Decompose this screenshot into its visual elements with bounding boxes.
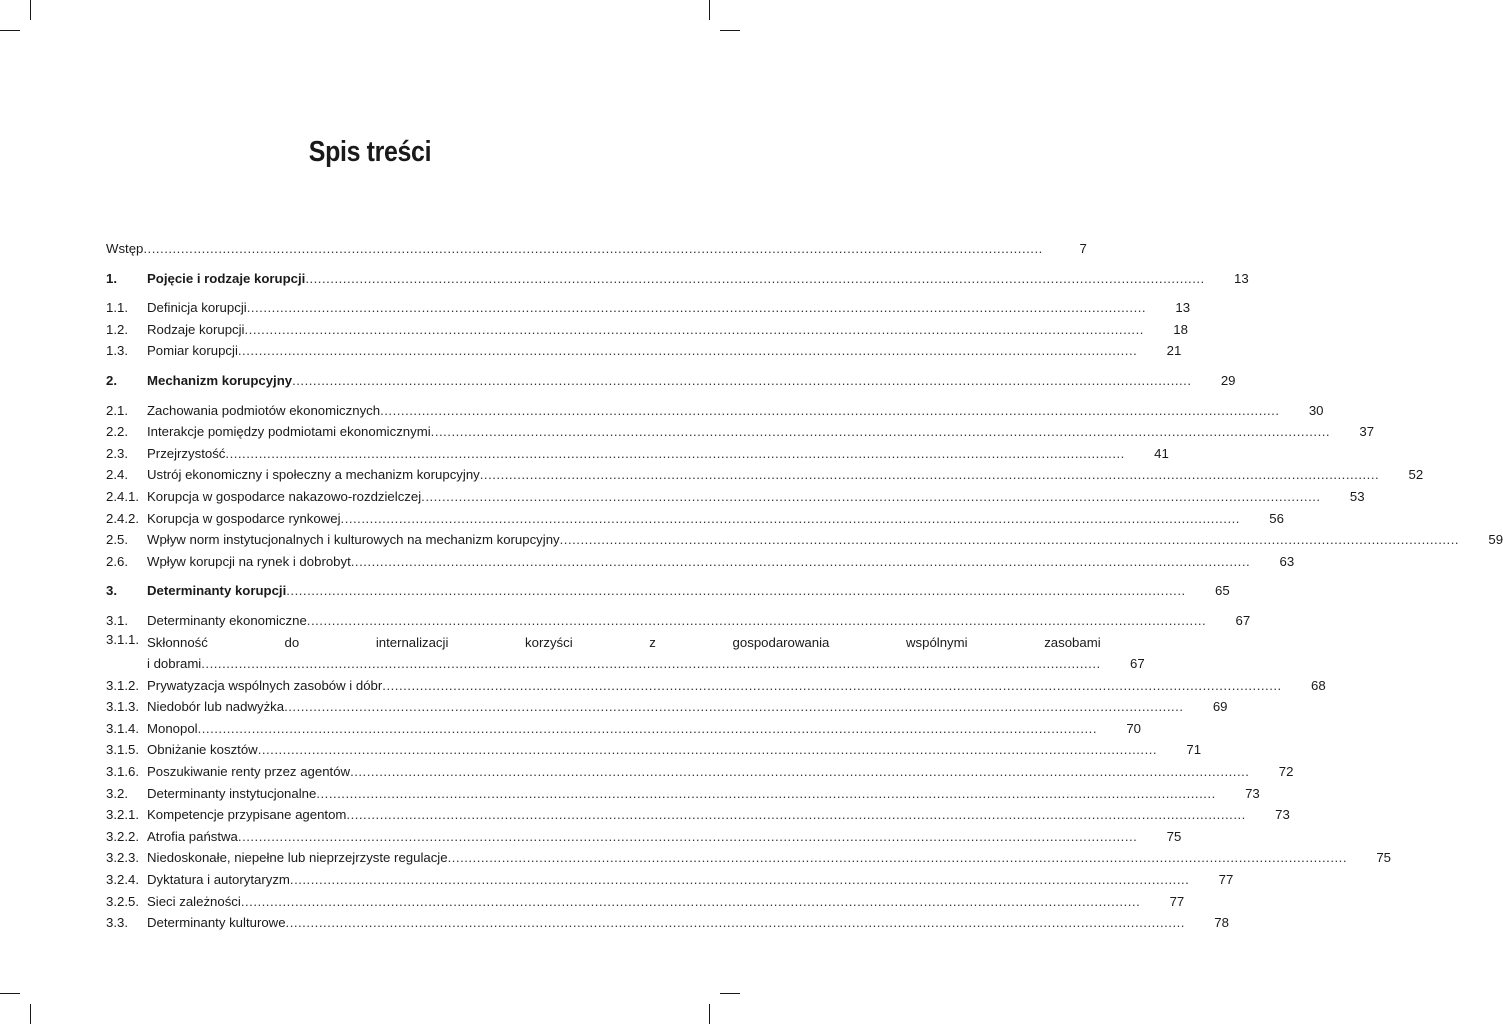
entry-title-wrap — [147, 826, 1137, 848]
crop-mark — [0, 993, 20, 994]
dot-leader — [245, 319, 1144, 341]
entry-page: 71 — [1186, 742, 1202, 758]
dot-leader — [292, 370, 1191, 392]
entry-title: Determinanty kulturowe — [147, 915, 286, 931]
entry-title-wrap — [147, 761, 1249, 783]
crop-mark — [720, 993, 740, 994]
entry-title: Niedoskonałe, niepełne lub nieprzejrzyste regulacje — [147, 850, 448, 866]
dot-leader — [316, 783, 1215, 805]
entry-page: 70 — [1126, 720, 1141, 736]
entry-number: 2.3. — [106, 445, 128, 461]
entry-title: Prywatyzacja wspólnych zasobów i dóbr — [147, 677, 383, 693]
dot-leader — [258, 739, 1157, 761]
entry-number: 3. — [106, 583, 117, 599]
entry-title: Definicja korupcji — [147, 300, 247, 316]
entry-title: Kompetencje przypisane agentom — [147, 807, 347, 823]
toc-entry — [106, 783, 1260, 805]
dot-leader — [351, 551, 1250, 573]
toc-entry — [106, 486, 1365, 508]
entry-page: 56 — [1269, 510, 1284, 526]
section-gap — [106, 572, 634, 580]
entry-page: 59 — [1488, 532, 1503, 548]
entry-title: Pojęcie i rodzaje korupcji — [147, 270, 306, 286]
entry-title-wrap — [147, 508, 1240, 530]
toc-entry — [106, 804, 1290, 826]
toc-entry — [106, 297, 1191, 319]
entry-title-wrap — [147, 268, 1205, 290]
entry-page: 67 — [1129, 656, 1145, 672]
entry-title: Rodzaje korupcji — [147, 321, 245, 337]
entry-title-wrap — [147, 718, 1097, 740]
entry-page: 13 — [1175, 300, 1191, 316]
toc-chapter — [106, 580, 1230, 602]
entry-number: 3.1.6. — [106, 764, 139, 780]
entry-title-wrap — [147, 739, 1157, 761]
entry-title-wrap — [147, 610, 1206, 632]
dot-leader — [286, 580, 1185, 602]
dot-leader — [341, 508, 1240, 530]
crop-mark — [720, 30, 740, 31]
dot-leader — [238, 826, 1137, 848]
entry-page: 13 — [1234, 270, 1249, 286]
entry-title: Determinanty instytucjonalne — [147, 785, 317, 801]
dot-leader — [284, 696, 1183, 718]
entry-title: Poszukiwanie renty przez agentów — [147, 764, 351, 780]
entry-page: 41 — [1154, 445, 1169, 461]
entry-title-wrap — [147, 696, 1184, 718]
entry-title: Skłonność do internalizacji korzyści z gospodarowania wspólnymi zasobami — [147, 634, 1101, 650]
entry-page: 63 — [1279, 553, 1295, 569]
toc-chapter — [106, 370, 1236, 392]
entry-title-wrap — [147, 912, 1185, 934]
entry-number: 3.2.2. — [106, 828, 139, 844]
entry-page: 30 — [1308, 402, 1324, 418]
entry-number: 2. — [106, 372, 117, 388]
entry-title-wrap — [147, 400, 1280, 422]
toc-entry — [106, 610, 1251, 632]
toc-chapter — [106, 268, 1249, 290]
dot-leader — [350, 761, 1249, 783]
entry-title-wrap — [147, 421, 1330, 443]
entry-number: 3.1. — [106, 612, 128, 628]
entry-number: 3.1.5. — [106, 742, 139, 758]
dot-leader — [241, 891, 1140, 913]
dot-leader — [305, 268, 1204, 290]
entry-title-wrap — [147, 783, 1216, 805]
dot-leader — [346, 804, 1245, 826]
crop-mark — [30, 1004, 31, 1024]
entry-title-wrap — [106, 238, 1043, 260]
entry-number: 3.1.4. — [106, 720, 139, 736]
toc-entry — [106, 551, 1295, 573]
entry-title-wrap — [147, 297, 1146, 319]
table-of-contents — [106, 238, 1503, 934]
dot-leader — [431, 421, 1330, 443]
entry-number: 3.2.1. — [106, 807, 139, 823]
crop-mark — [709, 1004, 710, 1024]
entry-number: 3.1.2. — [106, 677, 139, 693]
entry-number: 1.1. — [106, 300, 128, 316]
entry-title: Wstęp — [106, 241, 144, 256]
entry-title: Obniżanie kosztów — [147, 742, 258, 758]
entry-title-wrap — [147, 319, 1144, 341]
entry-page: 77 — [1169, 893, 1185, 909]
dot-leader — [307, 610, 1206, 632]
entry-title: Determinanty korupcji — [147, 583, 287, 599]
entry-page: 67 — [1235, 612, 1251, 628]
entry-number: 3.2.4. — [106, 872, 139, 888]
dot-leader — [247, 297, 1146, 319]
dot-leader — [382, 675, 1281, 697]
section-gap — [106, 602, 634, 610]
entry-number: 3.3. — [106, 915, 128, 931]
dot-leader — [238, 340, 1137, 362]
entry-number: 2.1. — [106, 402, 128, 418]
entry-page: 29 — [1220, 372, 1236, 388]
entry-page: 65 — [1214, 583, 1230, 599]
entry-page: 75 — [1376, 850, 1391, 866]
entry-title-wrap — [147, 869, 1189, 891]
entry-title: Korupcja w gospodarce rynkowej — [147, 510, 341, 526]
toc-entry — [106, 912, 1229, 934]
entry-title-wrap — [147, 653, 1101, 675]
entry-title-wrap — [147, 340, 1137, 362]
toc-entry — [106, 675, 1326, 697]
section-gap — [106, 289, 634, 297]
dot-leader — [560, 529, 1459, 551]
entry-title-wrap — [147, 464, 1379, 486]
page-title: Spis treści — [308, 136, 432, 168]
entry-title-wrap — [147, 804, 1246, 826]
entry-title: Sieci zależności — [147, 893, 241, 909]
entry-body — [147, 632, 1145, 675]
entry-title: Mechanizm korupcyjny — [147, 372, 293, 388]
entry-title-wrap — [147, 370, 1192, 392]
toc-entry — [106, 761, 1294, 783]
entry-title: Determinanty ekonomiczne — [147, 612, 307, 628]
toc-entry — [106, 696, 1228, 718]
entry-number: 2.4. — [106, 467, 128, 483]
entry-number: 3.2.3. — [106, 850, 139, 866]
entry-title-wrap — [147, 891, 1140, 913]
dot-leader — [143, 238, 1042, 260]
entry-number: 1.3. — [106, 343, 128, 359]
entry-page: 78 — [1214, 915, 1229, 931]
dot-leader — [480, 464, 1379, 486]
entry-title: Interakcje pomiędzy podmiotami ekonomicznymi — [147, 424, 431, 440]
toc-entry — [106, 826, 1182, 848]
dot-leader — [290, 869, 1189, 891]
toc-entry — [106, 529, 1503, 551]
toc-entry — [106, 739, 1202, 761]
dot-leader — [448, 847, 1347, 869]
entry-page: 73 — [1275, 807, 1290, 823]
toc-entry — [106, 869, 1234, 891]
entry-number: 2.4.2. — [106, 510, 139, 526]
entry-title-wrap — [147, 847, 1347, 869]
entry-page: 21 — [1166, 343, 1182, 359]
entry-number: 3.2. — [106, 785, 128, 801]
toc-entry — [106, 508, 1284, 530]
toc-entry — [106, 718, 1141, 740]
entry-line — [147, 653, 1145, 675]
toc-entry — [106, 340, 1182, 362]
entry-number: 3.1.3. — [106, 699, 139, 715]
dot-leader — [198, 718, 1097, 740]
entry-page: 69 — [1212, 699, 1228, 715]
entry-page: 73 — [1245, 785, 1260, 801]
crop-mark — [709, 0, 710, 20]
toc-entry — [106, 319, 1188, 341]
entry-number: 2.6. — [106, 553, 128, 569]
entry-number: 3.1.1. — [106, 631, 139, 647]
entry-title: Wpływ korupcji na rynek i dobrobyt — [147, 553, 351, 569]
entry-title: Dyktatura i autorytaryzm — [147, 872, 290, 888]
entry-title: Korupcja w gospodarce nakazowo-rozdzielczej — [147, 488, 422, 504]
entry-title-wrap — [147, 486, 1321, 508]
toc-entry — [106, 464, 1424, 486]
entry-title: Atrofia państwa — [147, 828, 238, 844]
dot-leader — [201, 653, 1100, 675]
entry-number: 2.5. — [106, 532, 128, 548]
dot-leader — [421, 486, 1320, 508]
entry-number: 2.4.1. — [106, 488, 139, 504]
entry-page: 77 — [1218, 872, 1234, 888]
crop-mark — [0, 30, 20, 31]
entry-number: 3.2.5. — [106, 893, 139, 909]
entry-page: 37 — [1359, 424, 1375, 440]
toc-entry — [106, 891, 1185, 913]
toc-entry — [106, 443, 1169, 465]
entry-title: Monopol — [147, 720, 198, 736]
entry-page: 7 — [1079, 241, 1087, 256]
entry-page: 68 — [1311, 677, 1326, 693]
toc-entry — [106, 847, 1391, 869]
toc-entry — [106, 631, 1145, 675]
section-gap — [106, 362, 634, 370]
entry-page: 53 — [1349, 488, 1365, 504]
dot-leader — [225, 443, 1124, 465]
toc-entry — [106, 421, 1375, 443]
dot-leader — [286, 912, 1185, 934]
entry-page: 72 — [1278, 764, 1294, 780]
entry-title-wrap — [147, 443, 1125, 465]
entry-title: Niedobór lub nadwyżka — [147, 699, 285, 715]
entry-title: Przejrzystość — [147, 445, 226, 461]
entry-page: 18 — [1173, 321, 1188, 337]
entry-title: Zachowania podmiotów ekonomicznych — [147, 402, 381, 418]
entry-title-wrap — [147, 529, 1459, 551]
entry-page: 52 — [1408, 467, 1424, 483]
toc-entry — [106, 238, 1087, 260]
entry-title: Wpływ norm instytucjonalnych i kulturowych na mechanizm korupcyjny — [147, 532, 560, 548]
entry-title: Ustrój ekonomiczny i społeczny a mechanizm korupcyjny — [147, 467, 480, 483]
crop-mark — [30, 0, 31, 20]
entry-title-continued: i dobrami — [147, 656, 202, 672]
dot-leader — [380, 400, 1279, 422]
entry-number: 2.2. — [106, 424, 128, 440]
entry-title-wrap — [147, 675, 1282, 697]
entry-title: Pomiar korupcji — [147, 343, 238, 359]
section-gap — [106, 392, 634, 400]
entry-title-wrap — [147, 580, 1186, 602]
entry-number: 1. — [106, 270, 117, 286]
entry-number: 1.2. — [106, 321, 128, 337]
section-gap — [106, 260, 634, 268]
entry-page: 75 — [1166, 828, 1182, 844]
entry-title-wrap — [147, 551, 1250, 573]
toc-entry — [106, 400, 1324, 422]
